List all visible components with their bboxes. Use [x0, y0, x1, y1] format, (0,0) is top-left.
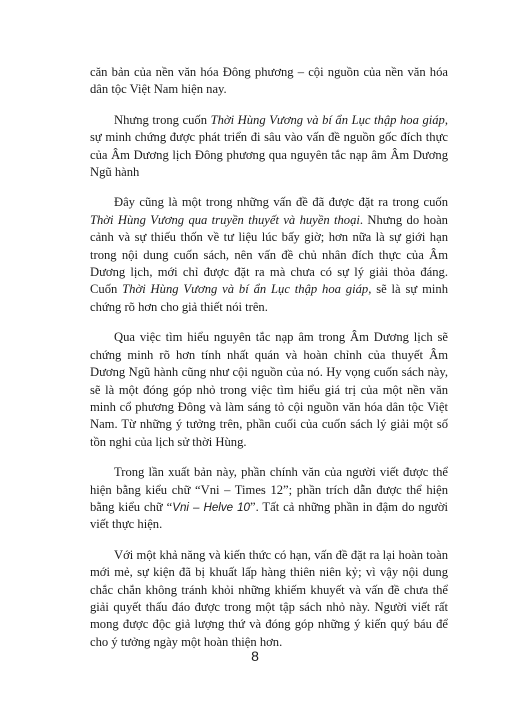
paragraph-3-text-e: , sẽ là sự minh chứng rõ hơn cho giả thiết nói trên.: [90, 282, 448, 314]
paragraph-5-text-c: ”. Tất cả những phần in đậm do người viết thực hiện.: [90, 499, 448, 532]
font-name-helve: Vni – Helve 10: [172, 500, 250, 514]
paragraph-2-text-a: Nhưng trong cuốn: [114, 112, 211, 127]
paragraph-6: Với một khả năng và kiến thức có hạn, vấn đề đặt ra lại hoàn toàn mới mẻ, sự kiện đã bị khuất lấp hàng thiên niên kỷ; vì vậy nội dung chắc chắn không tránh khỏi những khiếm khuyết và vấn đề chưa thể giải quyết thấu đáo được trong một tập sách nhỏ này. Người viết rất mong được độc giả lượng thứ và đóng góp những ý kiến quý báu để cho ý tưởng ngày một hoàn thiện hơn.: [90, 547, 448, 649]
paragraph-5-text-a: Trong lần xuất bản này, phần chính văn của người viết được thể hiện bằng kiểu chữ “Vni – Times 12”; phần trích dẫn được thể hiện bằng kiểu chữ “: [90, 465, 448, 514]
paragraph-3-text-c: . Nhưng do hoàn cảnh và sự thiếu thốn về tư liệu lúc bấy giờ; hơn nữa là sự giới hạn trong nội dung cuốn sách, nên vấn đề chủ nhân đích thực của Âm Dương lịch, mới chỉ được đặt ra mà chưa có sự lý giải thỏa đáng. Cuốn: [90, 212, 448, 297]
page-body: [90, 64, 448, 664]
book-title-hidden-mysteries: Thời Hùng Vương và bí ẩn Lục thập hoa giáp: [210, 112, 445, 127]
paragraph-4: Qua việc tìm hiểu nguyên tắc nạp âm trong Âm Dương lịch sẽ chứng minh rõ hơn tính nhất quán và hoàn chỉnh của thuyết Âm Dương Ngũ hành cũng như cội nguồn của nó. Hy vọng cuốn sách này, sẽ là một đóng góp nhỏ trong việc tìm hiểu giá trị của một nền văn minh cổ phương Đông và làm sáng tỏ cội nguồn văn hóa dân tộc Việt Nam. Từ những ý tưởng trên, phần cuối của cuốn sách lý giải một số tồn nghi của lịch sử thời Hùng.: [90, 330, 448, 449]
book-title-legends: Thời Hùng Vương qua truyền thuyết và huyền thoại: [90, 212, 360, 227]
paragraph-3-text-a: Đây cũng là một trong những vấn đề đã được đặt ra trong cuốn: [114, 195, 448, 210]
paragraph-3: [90, 194, 448, 316]
paragraph-5: [90, 464, 448, 534]
paragraph-2: [90, 112, 448, 182]
page-number: 8: [251, 648, 259, 664]
paragraph-continuation: căn bản của nền văn hóa Đông phương – cội nguồn của nền văn hóa dân tộc Việt Nam hiện nay.: [90, 65, 448, 97]
paragraph-2-text-c: , sự minh chứng được phát triển đi sâu vào vấn đề nguồn gốc đích thực của Âm Dương lịch Đông phương qua nguyên tắc nạp âm Âm Dương Ngũ hành: [90, 112, 448, 180]
book-title-hidden-mysteries-2: Thời Hùng Vương và bí ẩn Lục thập hoa giáp: [122, 282, 369, 297]
